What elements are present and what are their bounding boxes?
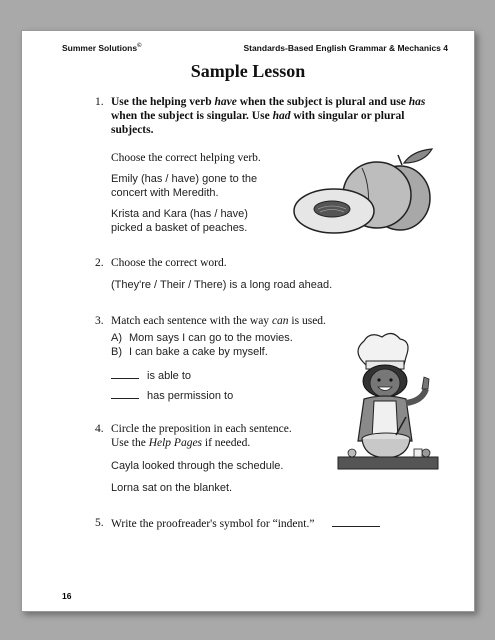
- worksheet-page: Summer Solutions© Standards-Based English Grammar & Mechanics 4 Sample Lesson 1. Use the helping verb have when the subject is plural and use has when the subject is singular. Use had with singular or plural subjects. Choose the correct helping verb. Emily (has / have) gone to the concert with Meredith. Krista and Kara (has / have) picked a basket of peaches. 2. Choose the correct word. (They're / Their / There) is a long road ahead. 3. Match each sentence with the way can is used. A) Mom says I can go to the movies. B) I can bake a cake by myself. is able to has permission to 4. Circle the preposition in each sentence. Use the Help Pages if needed. Cayla looked through the schedule. Lorna sat on the blanket. 5. Write the proofreader's symbol for “indent.” 16: [21, 30, 475, 612]
- q4-sentence-2: Lorna sat on the blanket.: [111, 482, 233, 494]
- q2-sentence: (They're / Their / There) is a long road ahead.: [111, 279, 333, 291]
- answer-blank[interactable]: [111, 388, 139, 399]
- page-title: Sample Lesson: [190, 61, 306, 81]
- page-number: 16: [62, 591, 72, 601]
- header-book-title: Standards-Based English Grammar & Mechanics 4: [243, 43, 448, 53]
- q1-sentence-1: Emily (has / have) gone to the concert with Meredith.: [111, 173, 258, 199]
- q4-sentence-1: Cayla looked through the schedule.: [111, 460, 284, 472]
- q3-option-b: B) I can bake a cake by myself.: [111, 346, 268, 358]
- answer-blank[interactable]: [332, 516, 380, 527]
- peach-illustration: [292, 143, 442, 238]
- header-series: Summer Solutions©: [62, 43, 142, 53]
- q3-option-a: A) Mom says I can go to the movies.: [111, 332, 293, 344]
- answer-blank[interactable]: [111, 368, 139, 379]
- q3-match-1: is able to: [111, 368, 191, 383]
- q3-match-2: has permission to: [111, 388, 233, 403]
- chef-illustration: [334, 331, 444, 471]
- q1-instruction: Choose the correct helping verb.: [111, 152, 261, 164]
- q1-sentence-2: Krista and Kara (has / have) picked a basket of peaches.: [111, 208, 248, 234]
